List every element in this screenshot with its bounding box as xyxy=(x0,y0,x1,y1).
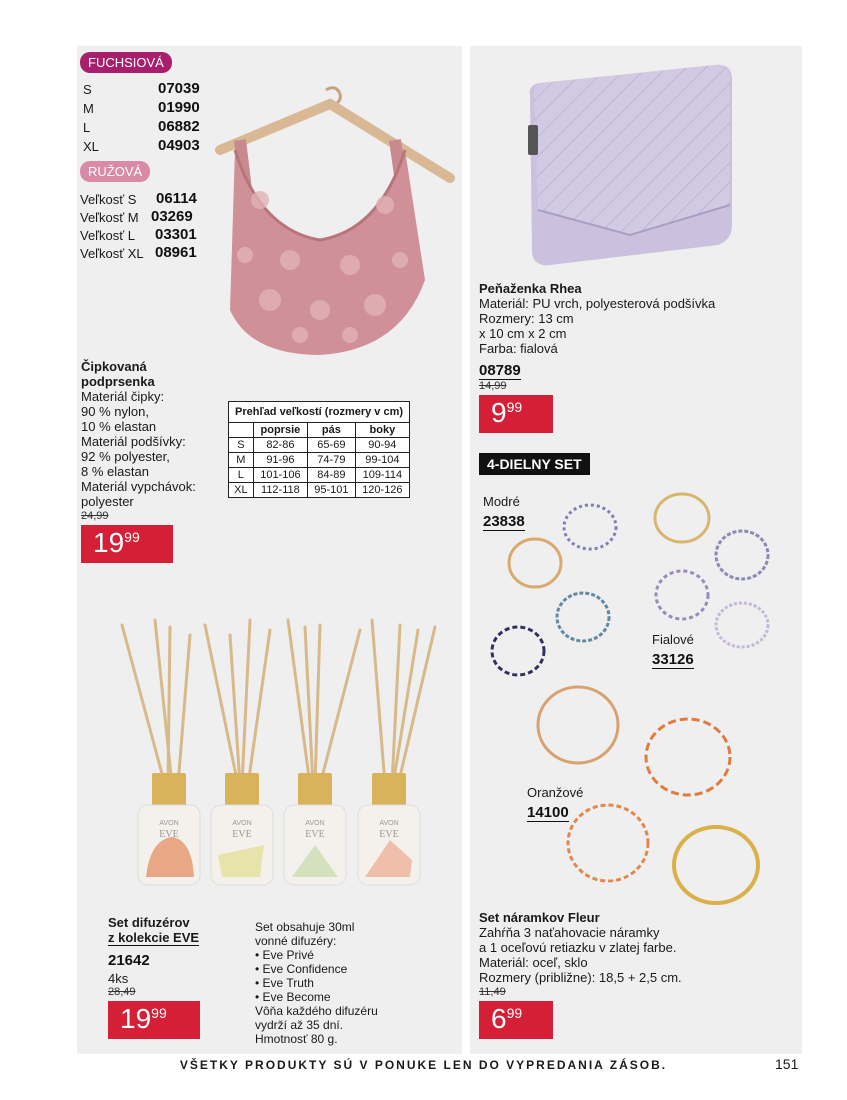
size-code: 07039 xyxy=(158,80,200,97)
bracelets-title: Set náramkov Fleur xyxy=(479,910,600,925)
lace-bra-image xyxy=(200,80,460,370)
size-code: 06882 xyxy=(158,118,200,135)
table-row: L 101-106 84-89 109-114 xyxy=(229,468,410,483)
table-header: boky xyxy=(355,423,409,438)
size-label: S xyxy=(83,82,92,97)
bottle-brand: AVON xyxy=(305,820,325,827)
size-label: Veľkosť M xyxy=(80,210,139,225)
bottle-name: EVE xyxy=(305,829,325,840)
table-header xyxy=(229,423,254,438)
bottle-brand: AVON xyxy=(232,820,252,827)
size-code: 04903 xyxy=(158,137,200,154)
size-label: XL xyxy=(83,139,99,154)
bra-price-tag: 1999 xyxy=(81,525,173,563)
size-label: Veľkosť L xyxy=(80,228,135,243)
page-number: 151 xyxy=(775,1056,799,1072)
size-code: 03269 xyxy=(151,208,193,225)
wallet-image xyxy=(520,55,740,270)
bra-old-price: 24,99 xyxy=(81,510,109,522)
table-row: S 82-86 65-69 90-94 xyxy=(229,438,410,453)
diffuser-details: Set obsahuje 30ml vonné difuzéry: • Eve Privé • Eve Confidence • Eve Truth • Eve Become Vôňa každého difuzéru vydrží až 35 dní. Hmotnosť 80 g. xyxy=(255,920,378,1046)
table-row: XL 112-118 95-101 120-126 xyxy=(229,483,410,498)
diffuser-code: 21642 xyxy=(108,952,150,969)
set-badge: 4-DIELNY SET xyxy=(479,453,590,475)
table-row: M 91-96 74-79 99-104 xyxy=(229,453,410,468)
orange-label: Oranžové xyxy=(527,785,584,800)
bra-title: Čipkovaná podprsenka xyxy=(81,359,155,389)
diffuser-price-tag: 1999 xyxy=(108,1001,200,1039)
diffuser-title: Set difuzérov z kolekcie EVE xyxy=(108,915,200,945)
bracelets-image xyxy=(480,485,800,905)
purple-label: Fialové xyxy=(652,632,694,647)
wallet-code: 08789 xyxy=(479,362,521,379)
purple-code: 33126 xyxy=(652,651,694,668)
size-label: L xyxy=(83,120,91,135)
footer-disclaimer: VŠETKY PRODUKTY SÚ V PONUKE LEN DO VYPREDANIA ZÁSOB. xyxy=(179,1058,668,1072)
diffuser-set-image xyxy=(110,615,450,890)
bottle-brand: AVON xyxy=(379,820,399,827)
bra-description: Materiál čipky: 90 % nylon, 10 % elastan Materiál podšívky: 92 % polyester, 8 % elastan Materiál vypchávok: polyester xyxy=(81,389,196,509)
bottle-name: EVE xyxy=(159,829,179,840)
diffuser-old-price: 28,49 xyxy=(108,986,136,998)
size-label: Veľkosť S xyxy=(80,192,137,207)
bracelets-old-price: 11,49 xyxy=(479,986,506,998)
bracelets-description: Zahŕňa 3 naťahovacie náramky a 1 oceľovú retiazku v zlatej farbe. Materiál: oceľ, sklo Rozmery (približne): 18,5 + 2,5 cm. xyxy=(479,925,682,985)
bracelets-price-tag: 699 xyxy=(479,1001,553,1039)
bottle-name: EVE xyxy=(379,829,399,840)
color-fuchsia-badge: FUCHSIOVÁ xyxy=(80,52,172,73)
table-header: poprsie xyxy=(253,423,307,438)
blue-label: Modré xyxy=(483,494,520,509)
size-label: M xyxy=(83,101,94,116)
size-label: Veľkosť XL xyxy=(80,246,144,261)
wallet-description: Materiál: PU vrch, polyesterová podšívka Rozmery: 13 cm x 10 cm x 2 cm Farba: fialová xyxy=(479,296,716,356)
color-pink-badge: RUŽOVÁ xyxy=(80,161,150,182)
size-code: 08961 xyxy=(155,244,197,261)
size-code: 03301 xyxy=(155,226,197,243)
size-code: 06114 xyxy=(156,190,197,207)
bottle-brand: AVON xyxy=(159,820,179,827)
wallet-old-price: 14,99 xyxy=(479,380,507,392)
blue-code: 23838 xyxy=(483,513,525,530)
size-table xyxy=(228,401,410,498)
table-header: pás xyxy=(308,423,356,438)
diffuser-qty: 4ks xyxy=(108,971,129,986)
bottle-name: EVE xyxy=(232,829,252,840)
size-table-title: Prehľad veľkostí (rozmery v cm) xyxy=(229,402,410,423)
orange-code: 14100 xyxy=(527,804,569,821)
wallet-title: Peňaženka Rhea xyxy=(479,281,582,296)
size-code: 01990 xyxy=(158,99,200,116)
wallet-price-tag: 999 xyxy=(479,395,553,433)
